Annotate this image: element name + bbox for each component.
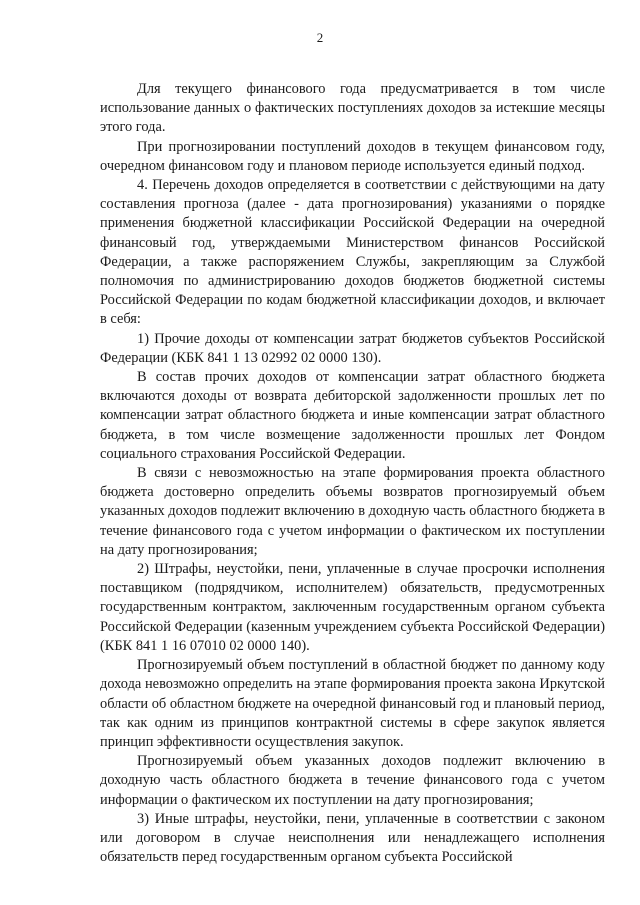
paragraph: В состав прочих доходов от компенсации затрат областного бюджета включаются доходы от возврата дебиторской задолженности прошлых лет по компенсации затрат областного бюджета и иные компенсации затрат областного бюджета, в том числе возмещение задолженности прошлых лет Фондом социального страхования Российской Федерации.	[100, 369, 605, 462]
paragraph: При прогнозировании поступлений доходов в текущем финансовом году, очередном финансовом году и плановом периоде используется единый подход.	[100, 138, 605, 174]
paragraph: 3) Иные штрафы, неустойки, пени, уплаченные в соответствии с законом или договором в случае неисполнения или ненадлежащего исполнения обязательств перед государственным органом субъекта Российской	[100, 810, 605, 866]
page-number: 2	[316, 30, 324, 45]
paragraph: Прогнозируемый объем указанных доходов подлежит включению в доходную часть областного бюджета в течение финансового года с учетом информации о фактическом их поступлении на дату прогнозирования;	[100, 753, 605, 808]
paragraph: 1) Прочие доходы от компенсации затрат бюджетов субъектов Российской Федерации (КБК 841 1 13 02992 02 0000 130).	[100, 330, 605, 366]
paragraph: Для текущего финансового года предусматривается в том числе использование данных о фактических поступлениях доходов за истекшие месяцы этого года.	[100, 81, 605, 136]
body-text	[100, 80, 605, 867]
paragraph: В связи с невозможностью на этапе формирования проекта областного бюджета достоверно определить объемы возвратов прогнозируемый объем указанных доходов подлежит включению в доходную часть областного бюджета в течение финансового года с учетом информации о фактическом их поступлении на дату прогнозирования;	[100, 465, 605, 558]
paragraph: 2) Штрафы, неустойки, пени, уплаченные в случае просрочки исполнения поставщиком (подрядчиком, исполнителем) обязательств, предусмотренных государственным контрактом, заключенным государственным органом субъекта Российской Федерации (казенным учреждением субъекта Российской Федерации) (КБК 841 1 16 07010 02 0000 140).	[100, 561, 605, 654]
paragraph: Прогнозируемый объем поступлений в областной бюджет по данному коду дохода невозможно определить на этапе формирования проекта закона Иркутской области об областном бюджете на очередной финансовый год и плановый период, так как одним из принципов контрактной системы в сфере закупок является принцип эффективности осуществления закупок.	[100, 657, 605, 750]
paragraph: 4. Перечень доходов определяется в соответствии с действующими на дату составления прогноза (далее - дата прогнозирования) указаниями о порядке применения бюджетной классификации Российской Федерации на очередной финансовый год, утверждаемыми Министерством финансов Российской Федерации, а также распоряжением Службы, закрепляющим за Службой полномочия по администрированию доходов бюджетов бюджетной системы Российской Федерации по кодам бюджетной классификации доходов, и включает в себя:	[100, 177, 605, 328]
